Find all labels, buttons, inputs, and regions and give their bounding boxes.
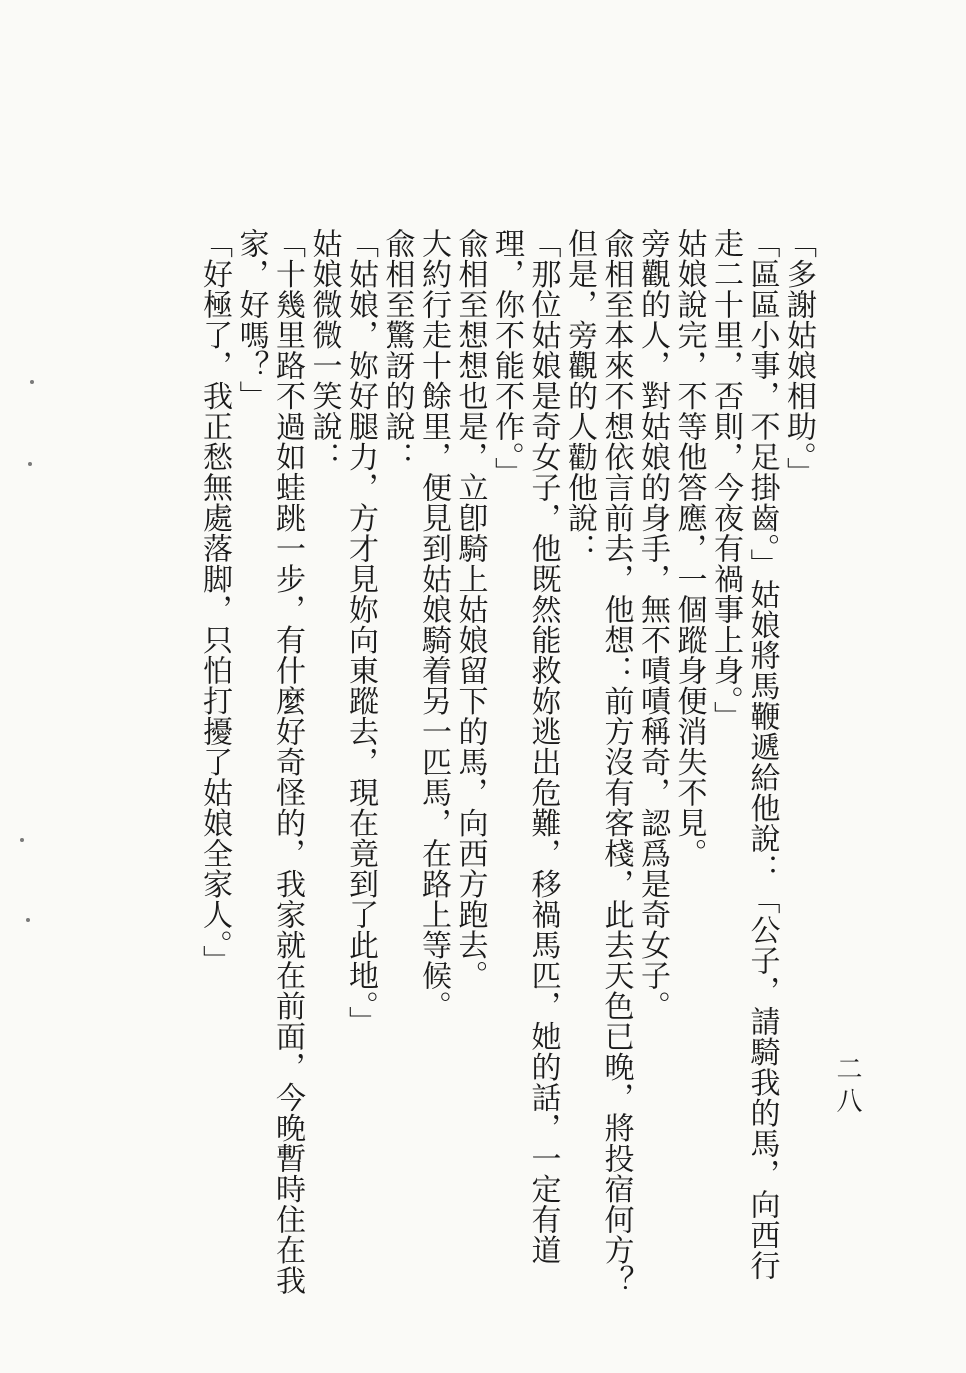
paragraph-2: 「區區小事，不足掛齒。」姑娘將馬鞭遞給他說：「公子，請騎我的馬，向西行走二十里，否則，今夜有禍事上身。」 (708, 228, 780, 1281)
paragraph-8: 兪相至想想也是，立卽騎上姑娘留下的馬，向西方跑去。 (452, 228, 488, 991)
paragraph-4: 旁觀的人，對姑娘的身手，無不嘖嘖稱奇，認爲是奇女子。 (635, 228, 670, 1021)
body-text (196, 228, 817, 1298)
paragraph-6: 但是，旁觀的人勸他說： (562, 228, 597, 564)
paragraph-12: 姑娘微微一笑說： (306, 228, 342, 472)
paragraph-7: 「那位姑娘是奇女子，他既然能救妳逃出危難，移禍馬匹，她的話，一定有道理，你不能不作。」 (489, 228, 561, 1265)
paragraph-9: 大約行走十餘里，便見到姑娘騎着另一匹馬，在路上等候。 (416, 228, 451, 1021)
scan-speck (30, 380, 34, 384)
paragraph-14: 「好極了，我正愁無處落脚，只怕打擾了姑娘全家人。」 (197, 228, 232, 976)
paragraph-3: 姑娘說完，不等他答應，一個蹤身便消失不見。 (671, 228, 707, 869)
page-number: 二八 (832, 1055, 862, 1119)
paragraph-5: 兪相至本來不想依言前去，他想：前方沒有客棧，此去天色已晚，將投宿何方？ (598, 228, 634, 1296)
scan-speck (26, 918, 30, 922)
paragraph-10: 兪相至驚訝的說： (379, 228, 415, 472)
scan-speck (28, 462, 32, 466)
paragraph-13: 「十幾里路不過如蛙跳一步，有什麼好奇怪的，我家就在前面，今晚暫時住在我家，好嗎？」 (233, 228, 305, 1296)
paragraph-1: 「多謝姑娘相助。」 (781, 228, 816, 488)
paragraph-11: 「姑娘，妳好腿力，方才見妳向東蹤去，現在竟到了此地。」 (343, 228, 378, 1037)
scan-speck (20, 838, 24, 842)
